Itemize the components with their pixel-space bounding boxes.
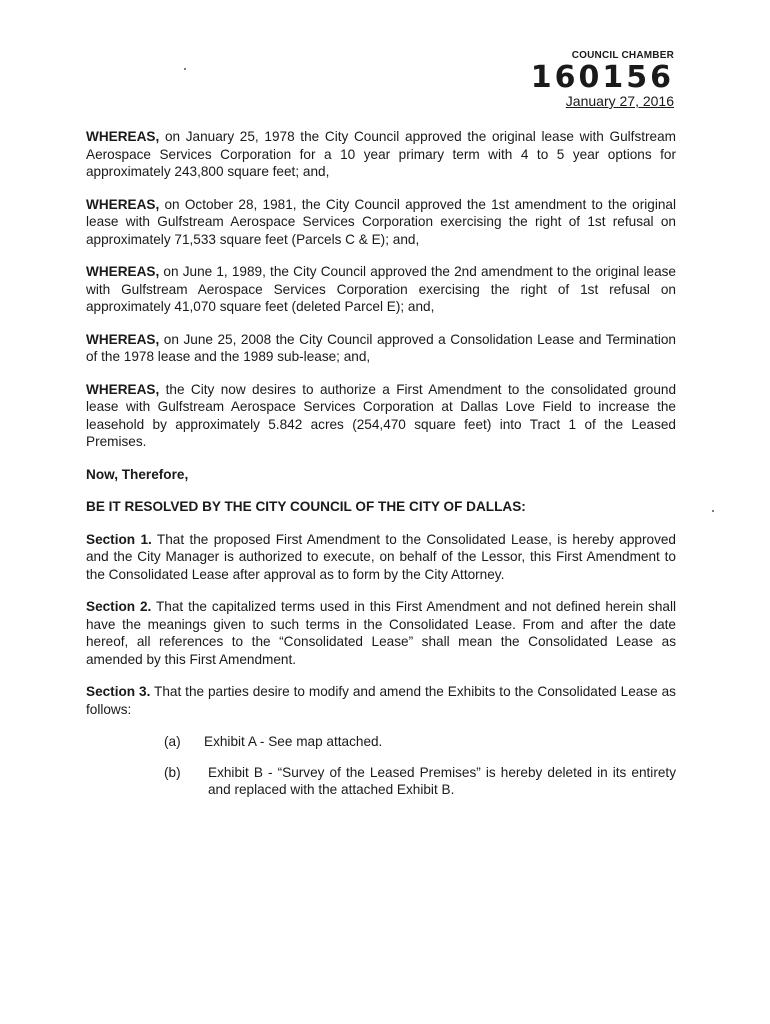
council-chamber-stamp	[531, 50, 674, 110]
whereas-lead: WHEREAS,	[86, 381, 160, 397]
whereas-clause-5	[86, 381, 676, 451]
section-2	[86, 598, 676, 668]
whereas-text: the City now desires to authorize a First Amendment to the consolidated ground lease with Gulfstream Aerospace Services Corporation at Dallas Love Field to increase the leasehold by approximately 5.842 acres (254,470 square feet) into Tract 1 of the Leased Premises.	[86, 381, 676, 449]
whereas-clause-4	[86, 331, 676, 366]
resolution-date: January 27, 2016	[565, 93, 674, 109]
section-text: That the capitalized terms used in this First Amendment and not defined herein shall have the meanings given to such terms in the Consolidated Lease. From and after the date hereof, all references to the “Consolidated Lease” shall mean the Consolidated Lease as amended by this First Amendment.	[86, 599, 676, 667]
scan-speck	[712, 510, 714, 512]
exhibit-text: Exhibit B - “Survey of the Leased Premises” is hereby deleted in its entirety and replaced with the attached Exhibit B.	[208, 764, 676, 797]
exhibit-item-a	[86, 733, 676, 751]
section-1	[86, 531, 676, 584]
whereas-text: on June 25, 2008 the City Council approved a Consolidation Lease and Termination of the 1978 lease and the 1989 sub-lease; and,	[86, 331, 676, 364]
whereas-lead: WHEREAS,	[86, 196, 160, 212]
exhibit-marker: (a)	[164, 734, 181, 749]
whereas-text: on October 28, 1981, the City Council approved the 1st amendment to the original lease with Gulfstream Aerospace Services Corporation exercising the right of 1st refusal on approximately 71,533 square feet (Parcels C & E); and,	[86, 196, 676, 247]
exhibit-marker: (b)	[164, 764, 181, 780]
whereas-clause-3	[86, 263, 676, 316]
now-therefore-heading: Now, Therefore,	[86, 466, 189, 482]
whereas-lead: WHEREAS,	[86, 331, 160, 347]
section-text: That the proposed First Amendment to the Consolidated Lease, is hereby approved and the City Manager is authorized to execute, on behalf of the Lessor, this First Amendment to the Consolidated Lease after approval as to form by the City Attorney.	[86, 531, 676, 582]
whereas-text: on June 1, 1989, the City Council approved the 2nd amendment to the original lease with Gulfstream Aerospace Services Corporation exercising the right of 1st refusal on approximately 41,070 square feet (deleted Parcel E); and,	[86, 264, 676, 314]
section-lead: Section 2.	[86, 599, 152, 614]
section-3	[86, 683, 676, 718]
whereas-lead: WHEREAS,	[86, 264, 160, 279]
resolved-heading: BE IT RESOLVED BY THE CITY COUNCIL OF THE CITY OF DALLAS:	[86, 499, 526, 514]
resolution-number: 160156	[530, 60, 674, 95]
resolution-body	[86, 128, 676, 812]
whereas-lead: WHEREAS,	[86, 129, 160, 144]
whereas-clause-2	[86, 196, 676, 249]
exhibit-text: Exhibit A - See map attached.	[204, 734, 383, 749]
section-lead: Section 3.	[86, 684, 151, 699]
council-chamber-label: COUNCIL CHAMBER	[571, 50, 674, 61]
whereas-text: on January 25, 1978 the City Council approved the original lease with Gulfstream Aerospace Services Corporation for a 10 year primary term with 4 to 5 year options for approximately 243,800 square feet; and,	[86, 129, 676, 179]
exhibit-item-b	[86, 764, 676, 799]
whereas-clause-1	[86, 128, 676, 181]
section-lead: Section 1.	[86, 531, 152, 547]
section-text: That the parties desire to modify and amend the Exhibits to the Consolidated Lease as follows:	[86, 684, 676, 717]
scan-speck	[184, 68, 186, 70]
